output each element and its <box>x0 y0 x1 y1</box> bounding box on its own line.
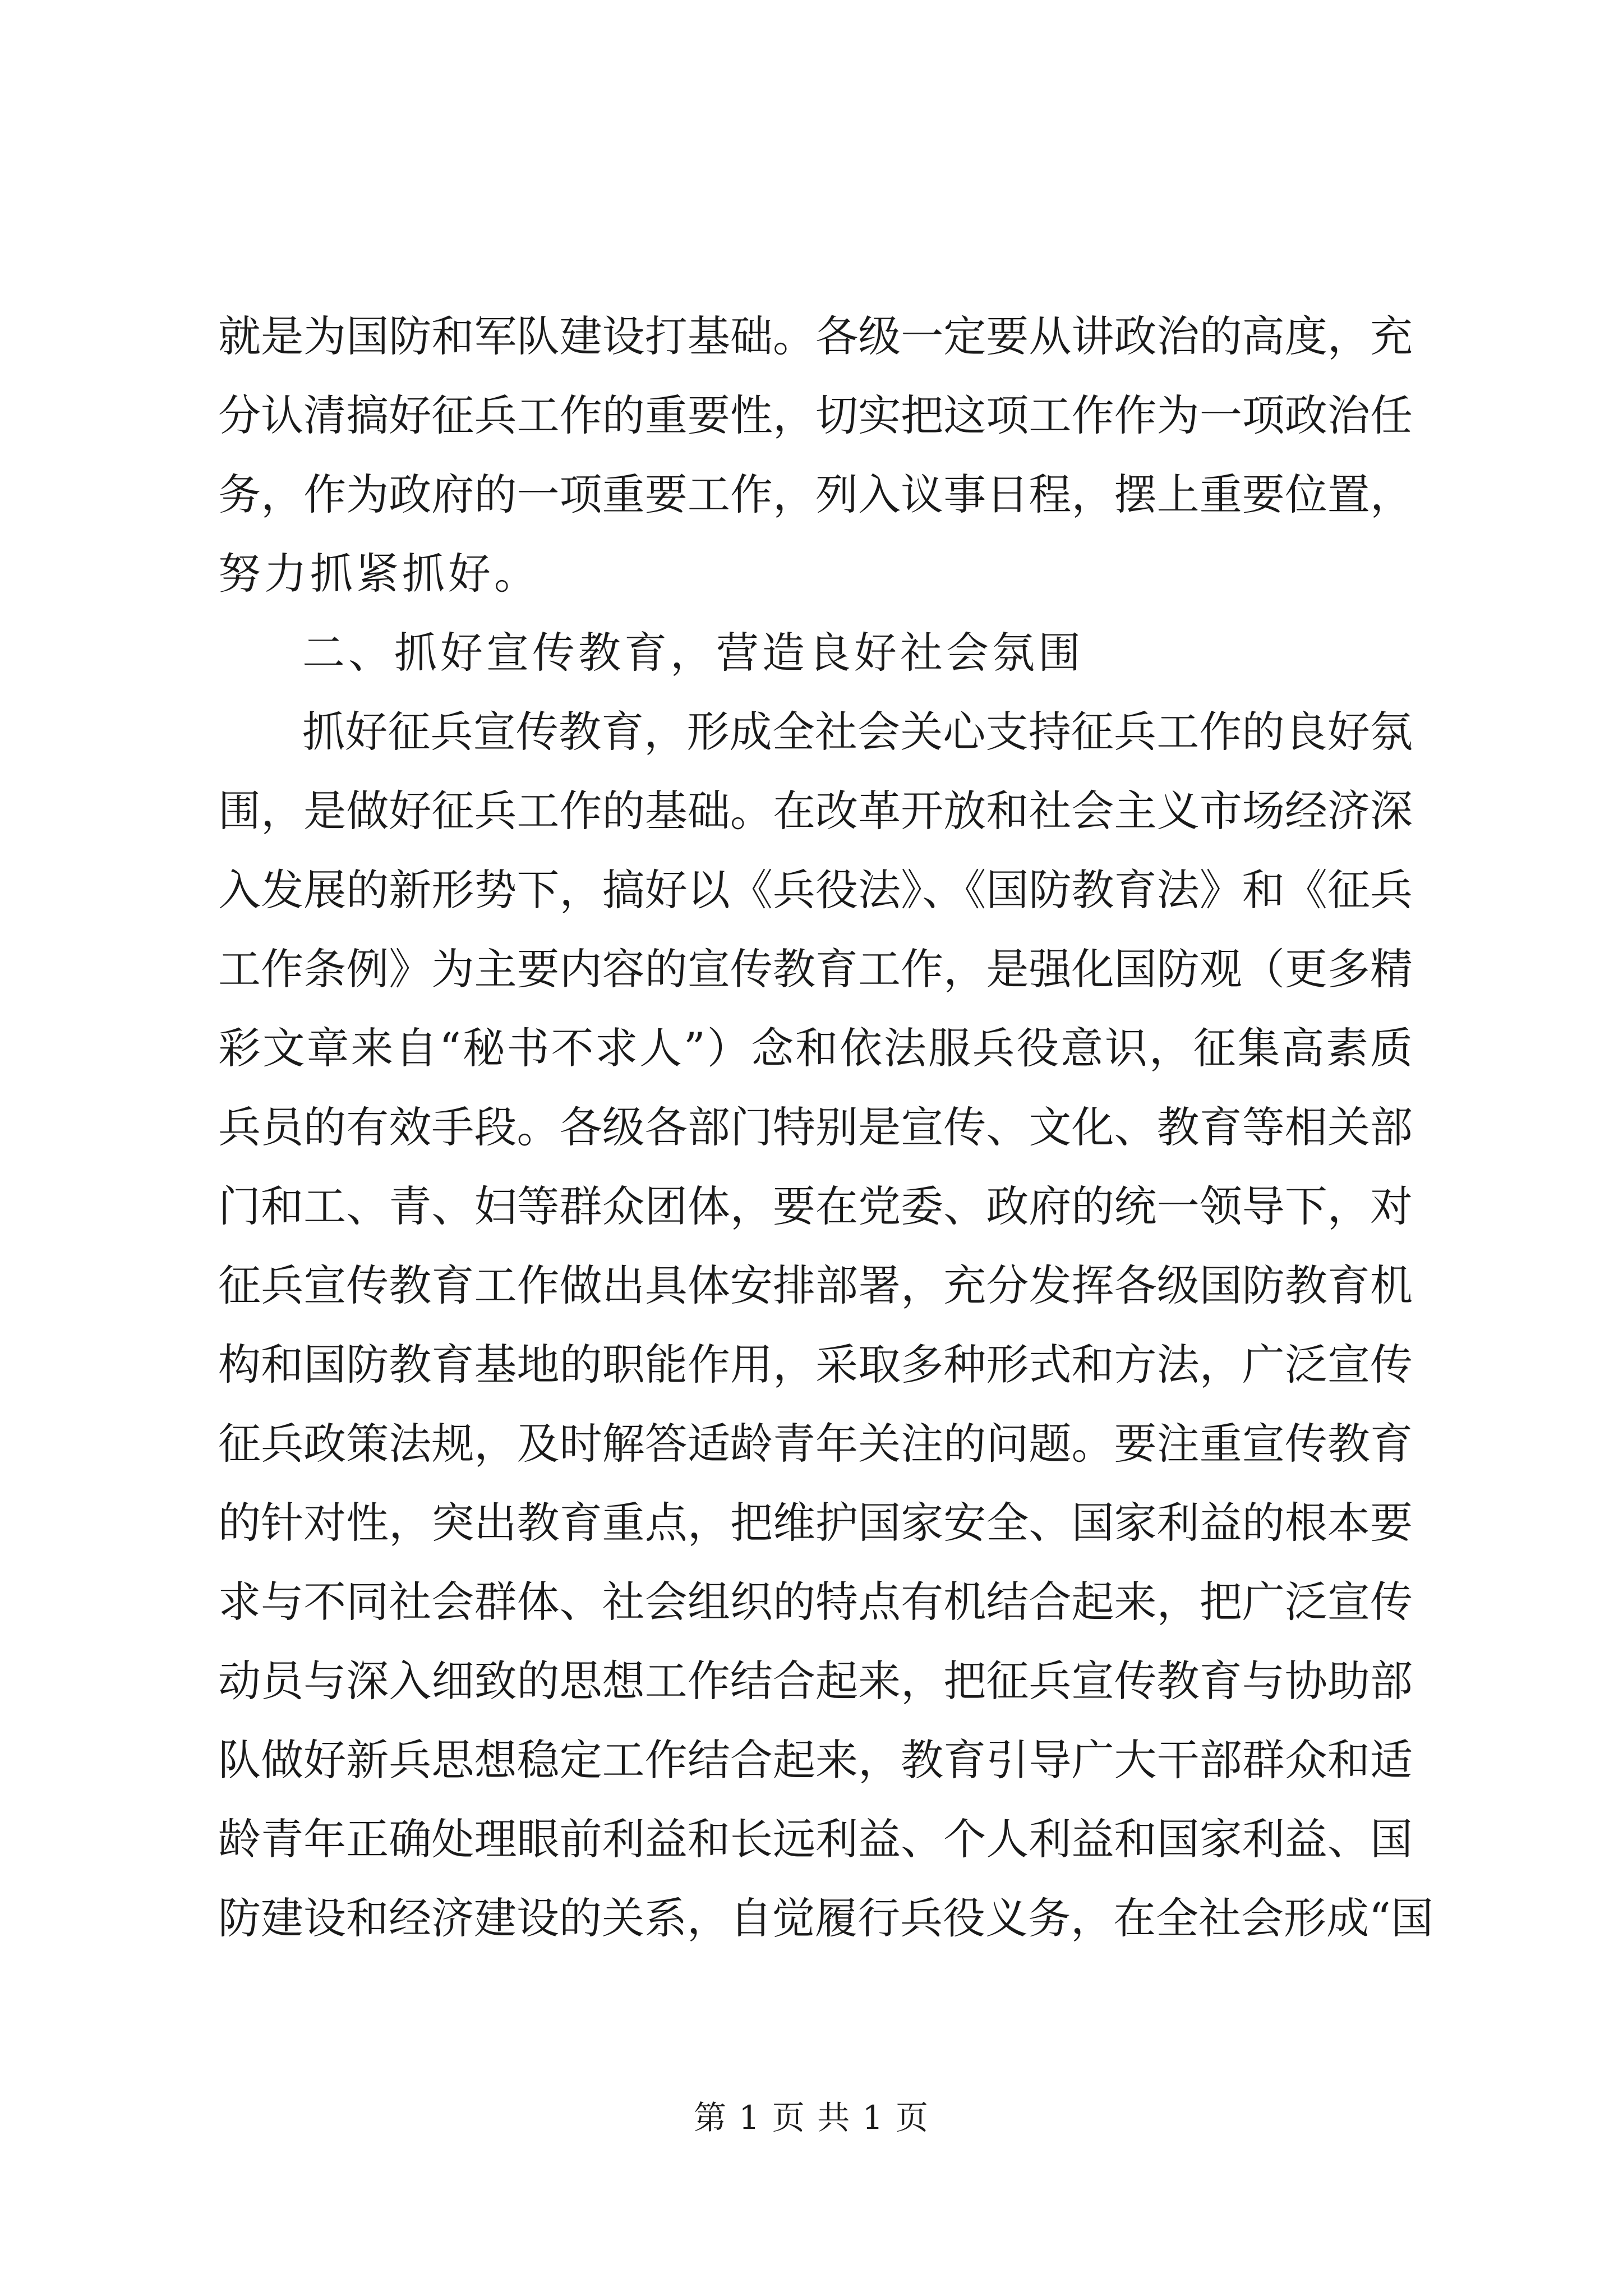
text-line: 征兵政策法规，及时解答适龄青年关注的问题。要注重宣传教育 <box>218 1419 1413 1469</box>
text-line: 分认清搞好征兵工作的重要性，切实把这项工作作为一项政治任 <box>218 390 1413 440</box>
text-line: 就是为国防和军队建设打基础。各级一定要从讲政治的高度，充 <box>218 311 1413 361</box>
page-number-footer: 第 1 页 共 1 页 <box>694 2099 929 2137</box>
text-line: 的针对性，突出教育重点，把维护国家安全、国家利益的根本要 <box>218 1498 1413 1548</box>
text-line: 构和国防教育基地的职能作用，采取多种形式和方法，广泛宣传 <box>218 1340 1413 1389</box>
text-line: 工作条例》为主要内容的宣传教育工作，是强化国防观（更多精 <box>218 944 1413 994</box>
text-line: 动员与深入细致的思想工作结合起来，把征兵宣传教育与协助部 <box>218 1656 1413 1706</box>
text-line: 征兵宣传教育工作做出具体安排部署，充分发挥各级国防教育机 <box>218 1260 1413 1310</box>
text-line: 彩文章来自“秘书不求人”）念和依法服兵役意识，征集高素质 <box>218 1023 1413 1073</box>
paragraph-first-line: 抓好征兵宣传教育，形成全社会关心支持征兵工作的良好氛 <box>302 707 1413 757</box>
text-line: 入发展的新形势下，搞好以《兵役法》、《国防教育法》和《征兵 <box>218 865 1413 915</box>
text-line: 围，是做好征兵工作的基础。在改革开放和社会主义市场经济深 <box>218 786 1413 836</box>
section-heading: 二、抓好宣传教育，营造良好社会氛围 <box>302 628 1084 678</box>
text-line: 兵员的有效手段。各级各部门特别是宣传、文化、教育等相关部 <box>218 1102 1413 1152</box>
text-line: 门和工、青、妇等群众团体，要在党委、政府的统一领导下，对 <box>218 1181 1413 1231</box>
text-line: 求与不同社会群体、社会组织的特点有机结合起来，把广泛宣传 <box>218 1577 1413 1627</box>
text-line: 防建设和经济建设的关系，自觉履行兵役义务，在全社会形成“国 <box>218 1893 1433 1943</box>
text-line: 队做好新兵思想稳定工作结合起来，教育引导广大干部群众和适 <box>218 1735 1413 1785</box>
text-line: 龄青年正确处理眼前利益和长远利益、个人利益和国家利益、国 <box>218 1814 1413 1864</box>
text-line: 努力抓紧抓好。 <box>218 549 540 599</box>
text-line: 务，作为政府的一项重要工作，列入议事日程，摆上重要位置， <box>218 470 1413 519</box>
